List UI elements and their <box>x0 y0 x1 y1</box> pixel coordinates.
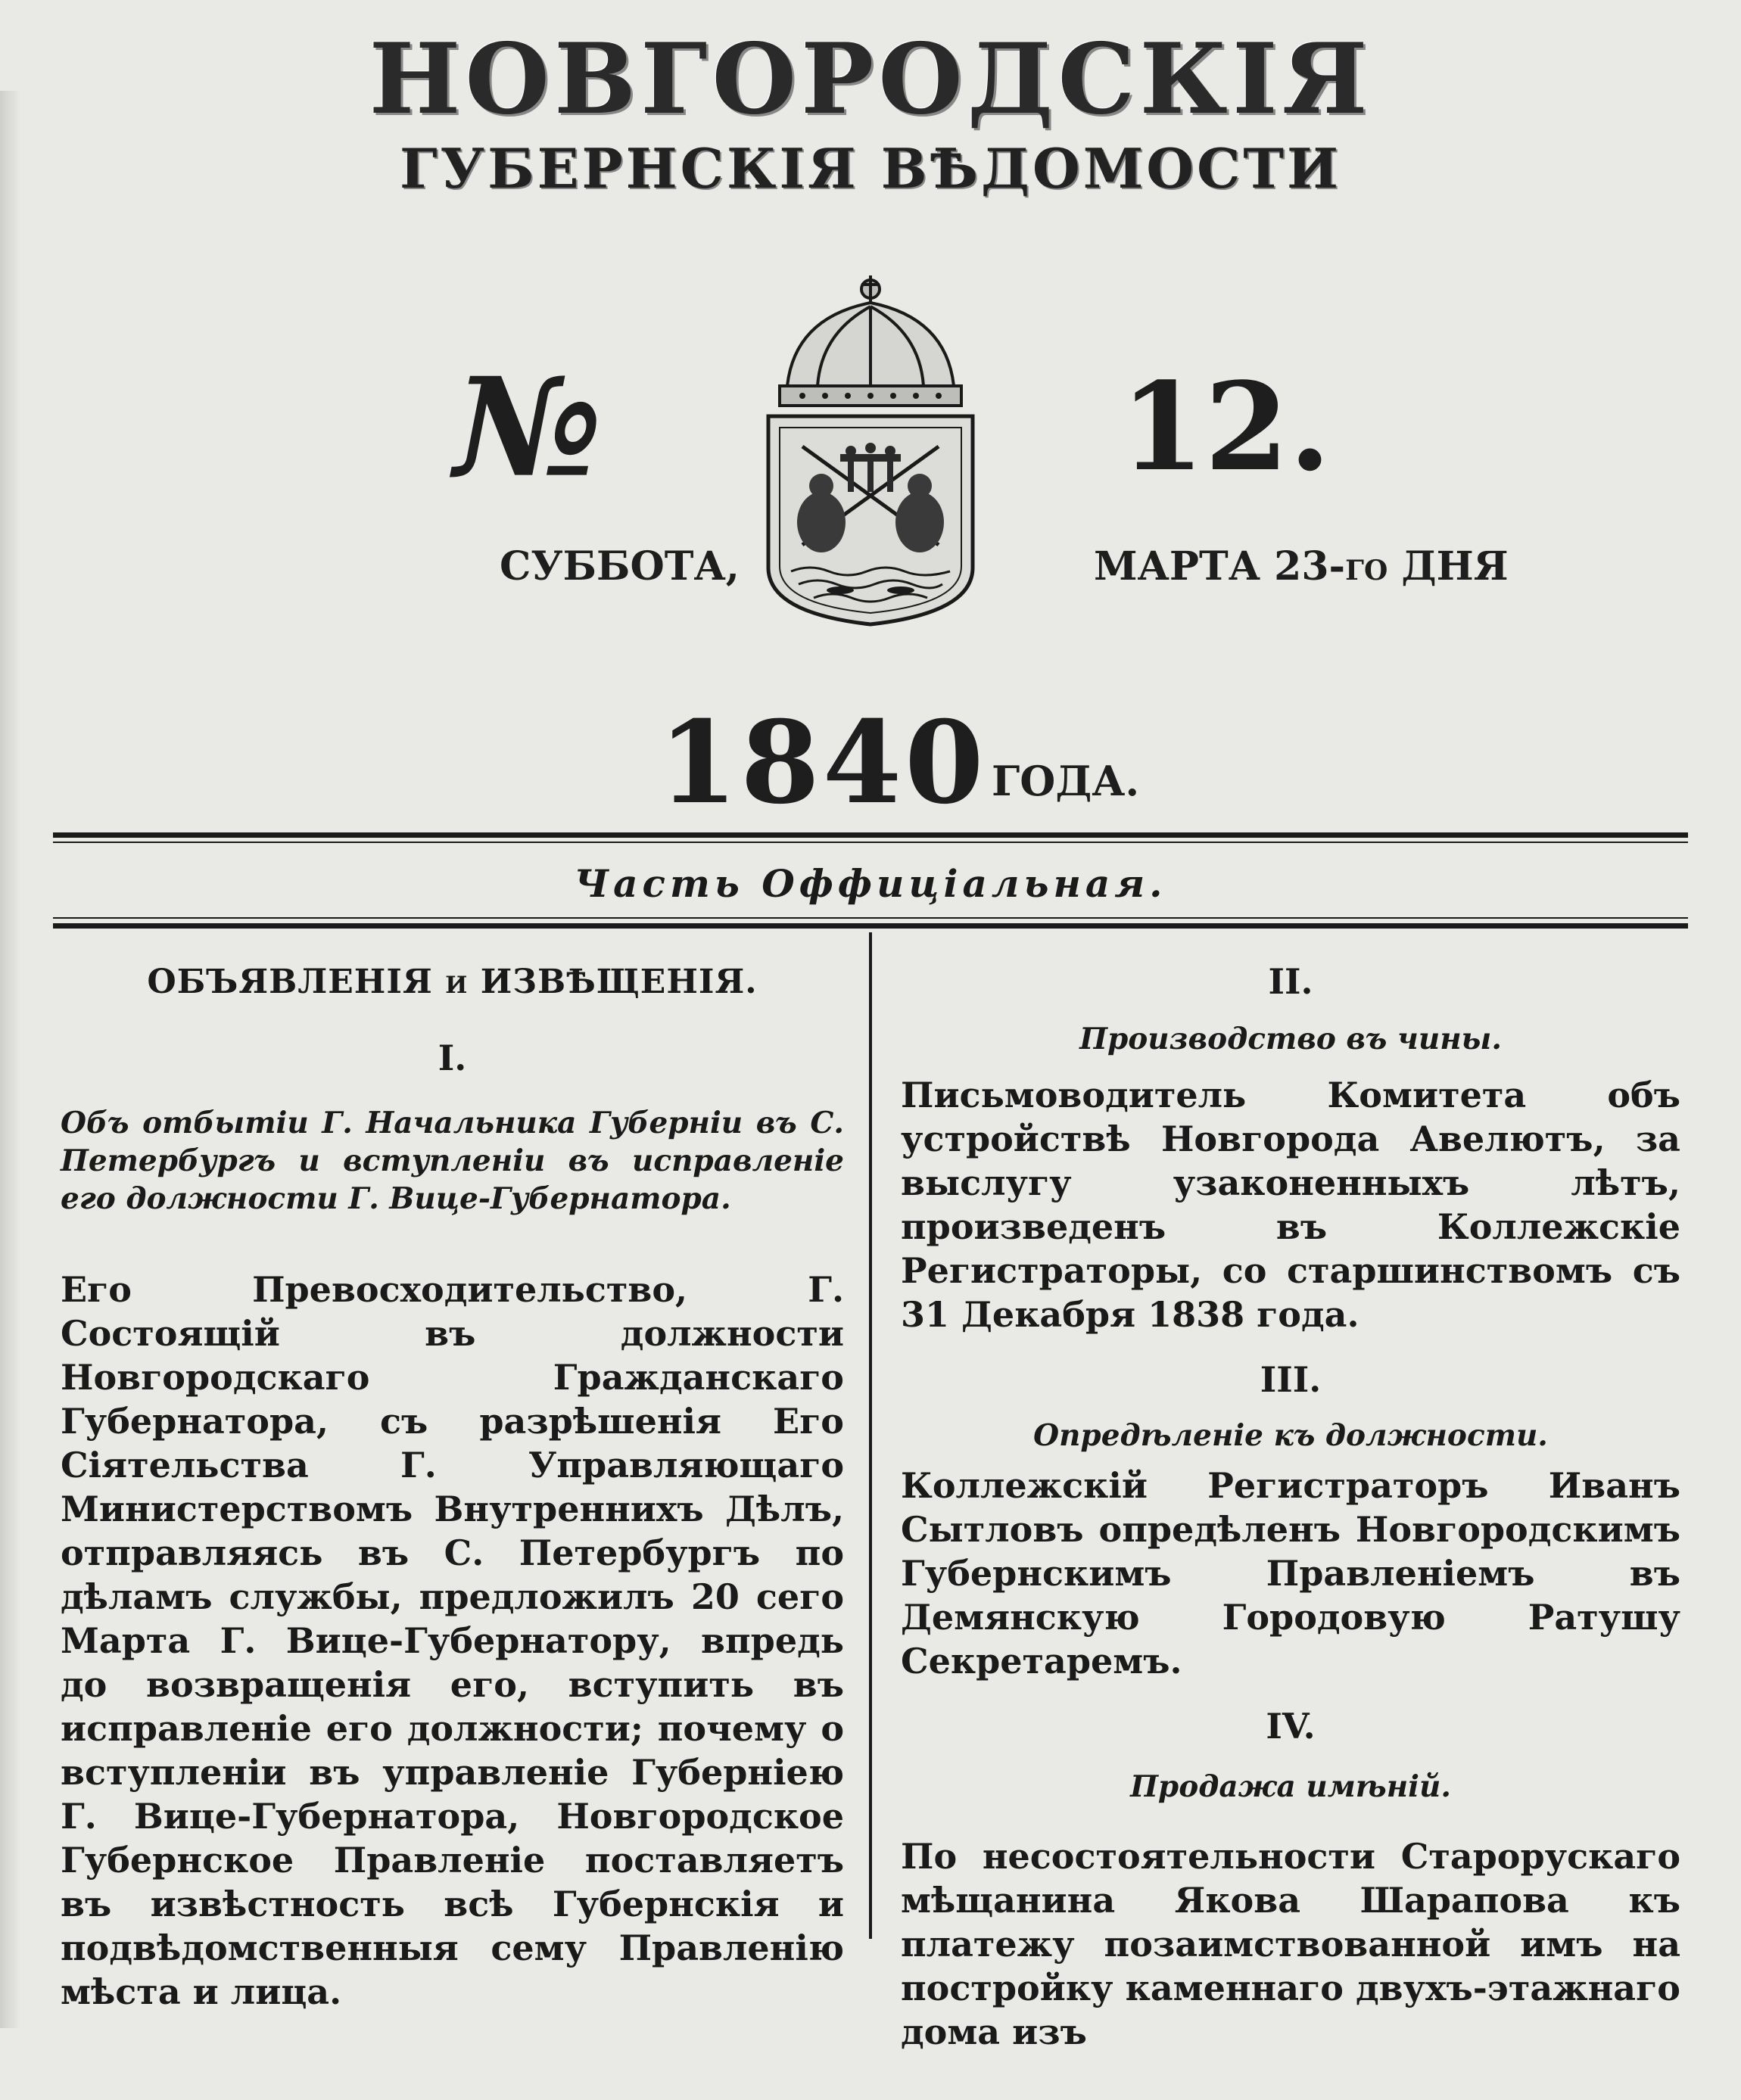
weekday: СУББОТА, <box>500 543 740 590</box>
bottom-rule <box>53 923 1688 929</box>
number-sign: № <box>454 348 603 508</box>
item-2-body: Письмоводитель Комитета объ устройствѣ Новгорода Авелютъ, за выслугу узаконенныхъ лѣтъ, произведенъ въ Коллежскіе Регистраторы, со старшинствомъ съ 31 Декабря 1838 года. <box>901 1075 1680 1335</box>
year-word: ГОДА. <box>992 757 1140 805</box>
issue-number: 12. <box>1120 356 1331 498</box>
item-4-subheading: Продажа имѣній. <box>1130 1769 1451 1804</box>
masthead-subtitle: ГУБЕРНСКІЯ ВѢДОМОСТИ <box>399 136 1342 201</box>
section-number-1: I. <box>438 1038 467 1078</box>
item-subheading: Объ отбытіи Г. Начальника Губерніи въ С. Петербургъ и вступленіи въ исправленіе его должности Г. Вице-Губернатора. <box>61 1106 844 1216</box>
item-3-body: Коллежскій Регистраторъ Иванъ Сытловъ опредѣленъ Новгородскимъ Губернскимъ Правленіемъ въ Демянскую Городовую Ратушу Секретаремъ. <box>901 1465 1680 1682</box>
item-4-body: По несостоятельности Старорускаго мѣщанина Якова Шарапова къ платежу позаимствованной имъ на постройку каменнаго двухъ-этажнаго дома изъ <box>901 1836 1680 2052</box>
item-body: Его Превосходительство, Г. Состоящій въ должности Новгородскаго Гражданскаго Губернатора, съ разрѣшенія Его Сіятельства Г. Управляющаго Министерствомъ Внутреннихъ Дѣлъ, отправляясь въ С. Петербургъ по дѣламъ службы, предложилъ 20 сего Марта Г. Вице-Губернатору, впредь до возвращенія его, вступить въ исправленіе его должности; почему о вступленіи въ управленіе Губерніею Г. Вице-Губернатора, Новгородское Губернское Правленіе поставляетъ въ извѣстность всѣ Губернскія и подвѣдомственныя сему Правленію мѣста и лица. <box>61 1269 844 2012</box>
top-rule-thin <box>53 842 1688 843</box>
column-divider <box>869 932 872 1939</box>
section-number-3: III. <box>1260 1359 1322 1400</box>
left-page-edge <box>0 91 21 2028</box>
bottom-rule-thin <box>53 917 1688 919</box>
coat-of-arms-icon <box>749 272 992 628</box>
item-3-subheading: Опредѣленіе къ должности. <box>1033 1418 1548 1453</box>
announcements-heading: ОБЪЯВЛЕНІЯ и ИЗВѢЩЕНІЯ. <box>147 963 758 1001</box>
masthead-title: НОВГОРОДСКІЯ <box>369 23 1372 136</box>
issue-date: МАРТА 23-го ДНЯ <box>1094 543 1509 590</box>
top-rule <box>53 832 1688 838</box>
left-column <box>61 961 844 2014</box>
section-title: Часть Оффиціальная. <box>574 861 1167 906</box>
section-number-4: IV. <box>1266 1706 1316 1747</box>
year: 1840 <box>659 696 987 829</box>
right-column <box>901 961 1680 2054</box>
section-number-2: II. <box>1268 961 1313 1002</box>
item-2-subheading: Производство въ чины. <box>1079 1022 1502 1056</box>
